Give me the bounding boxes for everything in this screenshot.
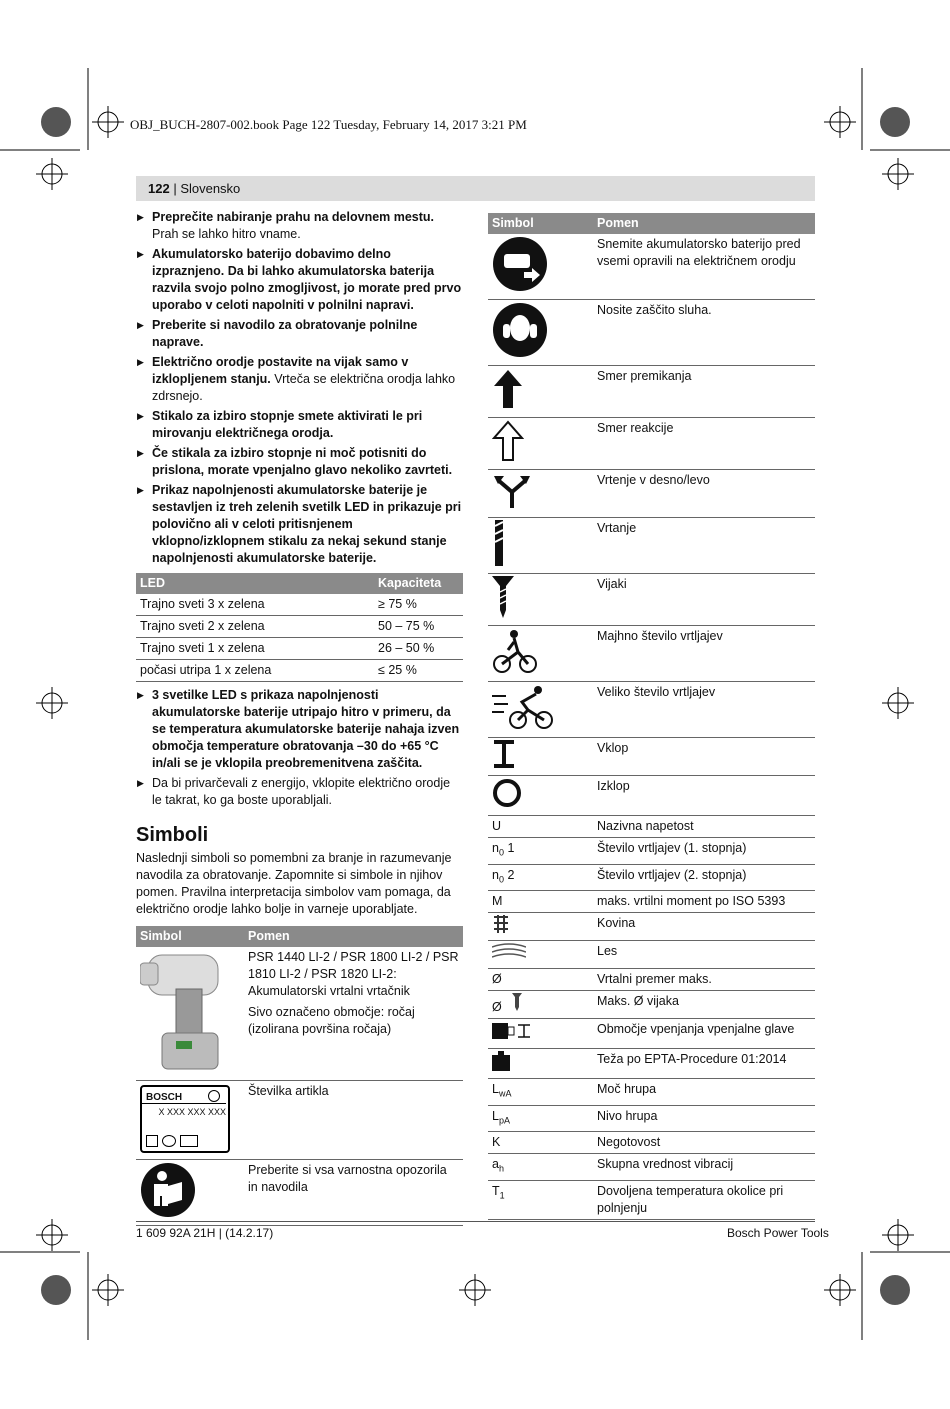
table-row — [488, 864, 815, 891]
bullet-list-bottom — [136, 687, 463, 809]
nameplate-icon — [140, 1085, 230, 1153]
meaning-cell: Les — [593, 941, 815, 969]
table-row — [136, 1160, 463, 1226]
bullet-bold-text: Preberite si navodilo za obratovanje polnilne naprave. — [152, 318, 418, 349]
meaning-cell: Vrtanje — [593, 518, 815, 574]
symbol-text: Ø — [492, 1000, 502, 1014]
rotation-direction-icon — [492, 472, 532, 515]
chuck-range-icon — [492, 1021, 532, 1046]
led-state-cell: Trajno sveti 2 x zelena — [136, 616, 374, 638]
capacity-col-header: Kapaciteta — [374, 573, 463, 594]
fast-cyclist-icon — [492, 684, 554, 735]
meaning-cell: Nazivna napetost — [593, 816, 815, 838]
symbol-suffix: 1 — [503, 841, 515, 855]
table-row — [488, 574, 815, 626]
bullet-text: Prah se lahko hitro vname. — [152, 227, 301, 241]
section-name: Slovensko — [180, 181, 241, 196]
footer-brand: Bosch Power Tools — [727, 1226, 829, 1240]
power-off-icon — [492, 778, 522, 813]
capacity-cell: 50 – 75 % — [374, 616, 463, 638]
meaning-cell: Število vrtljajev (2. stopnja) — [593, 864, 815, 891]
capacity-cell: ≥ 75 % — [374, 594, 463, 616]
table-row — [488, 1049, 815, 1079]
symbol-text: U — [492, 819, 502, 833]
symbol-col-header: Simbol — [488, 213, 593, 234]
meaning-cell: Število vrtljajev (1. stopnja) — [593, 838, 815, 865]
table-row — [488, 1154, 815, 1181]
meaning-cell: Skupna vrednost vibracij — [593, 1154, 815, 1181]
led-state-cell: počasi utripa 1 x zelena — [136, 660, 374, 682]
symbol-cell — [488, 1180, 593, 1219]
capacity-cell: 26 – 50 % — [374, 638, 463, 660]
meaning-cell: Vijaki — [593, 574, 815, 626]
symbol-subscript: wA — [498, 1088, 512, 1099]
symbol-cell — [488, 738, 593, 776]
table-row — [488, 991, 815, 1019]
symbol-cell — [488, 1079, 593, 1106]
table-row — [488, 626, 815, 682]
table-row — [488, 234, 815, 300]
meaning-cell: Dovoljena temperatura okolice pri polnjenju — [593, 1180, 815, 1219]
table-row — [488, 816, 815, 838]
bullet-bold-text: Preprečite nabiranje prahu na delovnem mestu. — [152, 210, 435, 224]
symbol-text: M — [492, 894, 503, 908]
right-column — [488, 213, 815, 1220]
bullet-bold-text: Akumulatorsko baterijo dobavimo delno izpraznjeno. Da bi lahko akumulatorska baterija razvila svojo polno zmogljivost, jo morate pred prvo uporabo v celoti napolniti v polnilni napravi. — [152, 247, 462, 312]
table-row — [488, 1132, 815, 1154]
read-manual-icon — [140, 1162, 196, 1218]
bullet-bold-text: 3 svetilke LED s prikaza napolnjenosti akumulatorske baterije utripajo hitro v primeru, da se temperatura akumulatorske baterije nahaja izven območja temperature obratovanja –30 do +65 °C in/ali se je vklopila preobremenitvena zaščita. — [152, 688, 460, 770]
table-row — [136, 1081, 463, 1160]
symbol-cell — [488, 1019, 593, 1049]
list-item — [136, 317, 463, 351]
reaction-arrow-icon — [492, 420, 524, 467]
led-state-cell: Trajno sveti 3 x zelena — [136, 594, 374, 616]
table-row — [136, 638, 463, 660]
meaning-cell: Teža po EPTA-Procedure 01:2014 — [593, 1049, 815, 1079]
meaning-cell: Vrtenje v desno/levo — [593, 470, 815, 518]
left-column — [136, 209, 463, 1226]
list-item — [136, 482, 463, 567]
left-symbol-table — [136, 926, 463, 1226]
meaning-cell: Smer reakcije — [593, 418, 815, 470]
table-row — [488, 300, 815, 366]
footer-rule — [136, 1221, 815, 1222]
list-item — [136, 246, 463, 314]
symbol-text: K — [492, 1135, 501, 1149]
symbol-cell — [488, 913, 593, 941]
list-item — [136, 209, 463, 243]
symbol-col-header: Simbol — [136, 926, 244, 947]
page-number: 122 — [148, 181, 170, 196]
symbol-subscript: 0 — [498, 874, 504, 884]
symbol-subscript: 0 — [498, 847, 504, 858]
led-table — [136, 573, 463, 682]
meaning-cell: Kovina — [593, 913, 815, 941]
table-row — [136, 594, 463, 616]
article-number-label: Številka artikla — [244, 1081, 463, 1160]
bullet-bold-text: Prikaz napolnjenosti akumulatorske baterije je sestavljen iz treh zelenih svetilk LED in prikazuje pri polovično ali v celoti pritisnjenem vklopno/izklopnem stikalu za nekaj sekund stanje napolnjenosti akumulatorske baterije. — [152, 483, 462, 565]
list-item — [136, 445, 463, 479]
list-item — [136, 354, 463, 405]
footer-doc-id: 1 609 92A 21H | (14.2.17) — [136, 1226, 274, 1240]
symbol-cell — [488, 574, 593, 626]
meaning-cell: Smer premikanja — [593, 366, 815, 418]
meaning-cell: Nosite zaščito sluha. — [593, 300, 815, 366]
symbol-cell — [488, 518, 593, 574]
nameplate-brand: BOSCH — [146, 1092, 183, 1103]
table-row — [488, 366, 815, 418]
list-item — [136, 408, 463, 442]
symbol-cell — [488, 838, 593, 865]
symbol-text: n — [492, 841, 499, 855]
list-item — [136, 687, 463, 772]
table-row — [136, 947, 463, 1081]
symbol-text: n — [492, 867, 499, 882]
symbol-text: L — [492, 1108, 499, 1123]
meaning-col-header: Pomen — [244, 926, 463, 947]
symbol-text: Ø — [492, 972, 502, 986]
bullet-list-top — [136, 209, 463, 567]
meaning-cell: Vrtalni premer maks. — [593, 969, 815, 991]
meaning-cell: Maks. Ø vijaka — [593, 991, 815, 1019]
table-row — [488, 418, 815, 470]
bosch-logo-icon — [208, 1090, 220, 1102]
symbol-cell — [488, 1154, 593, 1181]
symbol-cell — [488, 891, 593, 913]
meaning-cell: maks. vrtilni moment po ISO 5393 — [593, 891, 815, 913]
table-row — [488, 838, 815, 865]
symbol-text: T — [492, 1183, 500, 1198]
symbol-cell — [488, 682, 593, 738]
table-row — [488, 1079, 815, 1106]
bullet-bold-text: Električno orodje postavite na vijak samo v izklopljenem stanju. — [152, 355, 409, 386]
symbol-cell — [488, 1105, 593, 1132]
led-col-header: LED — [136, 573, 374, 594]
weight-icon — [492, 1051, 510, 1076]
meaning-cell: Nivo hrupa — [593, 1105, 815, 1132]
meaning-cell: Vklop — [593, 738, 815, 776]
bullet-text: Vrteča se električna orodja lahko zdrsnejo. — [152, 372, 456, 403]
meaning-col-header: Pomen — [593, 213, 815, 234]
symbol-cell — [488, 300, 593, 366]
meaning-cell: Območje vpenjanja vpenjalne glave — [593, 1019, 815, 1049]
symbol-suffix: 2 — [503, 867, 515, 882]
table-row — [488, 913, 815, 941]
nameplate-number: X XXX XXX XXX — [142, 1103, 226, 1121]
symbol-cell — [488, 234, 593, 300]
print-header: OBJ_BUCH-2807-002.book Page 122 Tuesday, February 14, 2017 3:21 PM — [130, 117, 527, 132]
meaning-cell: Majhno število vrtljajev — [593, 626, 815, 682]
table-row — [488, 1019, 815, 1049]
running-head: 122 | Slovensko — [136, 176, 815, 201]
symbol-subscript: 1 — [499, 1190, 505, 1200]
capacity-cell: ≤ 25 % — [374, 660, 463, 682]
table-row — [488, 969, 815, 991]
symbol-cell — [488, 418, 593, 470]
read-warnings-label: Preberite si vsa varnostna opozorila in navodila — [244, 1160, 463, 1226]
section-intro: Naslednji simboli so pomembni za branje in razumevanje navodila za obratovanje. Zapomnite si simbole in njihov pomen. Pravilna interpretacija simbolov vam pomaga, da električno orodje lahko bolje in varneje uporabljate. — [136, 851, 452, 916]
symbol-cell — [488, 366, 593, 418]
table-row — [488, 1180, 815, 1219]
table-row — [488, 470, 815, 518]
right-symbol-table — [488, 213, 815, 1220]
symbol-cell — [488, 941, 593, 969]
symbol-cell — [488, 1049, 593, 1079]
screw-icon — [492, 576, 514, 623]
power-on-icon — [492, 740, 516, 773]
symbol-cell — [488, 991, 593, 1019]
table-row — [488, 682, 815, 738]
model-description: PSR 1440 LI-2 / PSR 1800 LI-2 / PSR 1810 LI-2 / PSR 1820 LI-2: Akumulatorski vrtalni vrtačnik — [248, 950, 459, 998]
ear-protection-icon — [492, 302, 548, 363]
drill-icon — [140, 949, 226, 1073]
meaning-cell: Snemite akumulatorsko baterijo pred vsemi opravili na električnem orodju — [593, 234, 815, 300]
symbol-subscript: h — [498, 1163, 504, 1174]
remove-battery-icon — [492, 236, 548, 297]
symbol-cell — [488, 626, 593, 682]
table-row — [488, 738, 815, 776]
table-row — [488, 941, 815, 969]
symbol-cell — [488, 776, 593, 816]
bullet-bold-text: Če stikala za izbiro stopnje ni moč potisniti do prislona, morate vpenjalno glavo nekoliko zavrteti. — [152, 446, 453, 477]
handle-note: Sivo označeno območje: ročaj (izolirana površina ročaja) — [248, 1005, 415, 1036]
section-title: Simboli — [136, 824, 209, 846]
symbol-cell — [488, 1132, 593, 1154]
meaning-cell: Izklop — [593, 776, 815, 816]
symbol-text: L — [492, 1082, 499, 1096]
movement-arrow-icon — [492, 368, 524, 415]
meaning-cell: Negotovost — [593, 1132, 815, 1154]
table-row — [136, 616, 463, 638]
symbol-cell — [488, 816, 593, 838]
symbol-cell — [488, 969, 593, 991]
meaning-cell: Moč hrupa — [593, 1079, 815, 1106]
table-row — [488, 518, 815, 574]
list-item — [136, 775, 463, 809]
meaning-cell: Veliko število vrtljajev — [593, 682, 815, 738]
bullet-text: Da bi privarčevali z energijo, vklopite električno orodje le takrat, ko ga boste uporabljali. — [152, 776, 451, 807]
symbol-text: a — [492, 1157, 499, 1171]
drill-bit-icon — [492, 520, 506, 571]
slow-cyclist-icon — [492, 628, 538, 679]
nameplate-shapes — [146, 1135, 198, 1147]
table-row — [136, 660, 463, 682]
symbol-cell — [488, 470, 593, 518]
wood-icon — [492, 943, 526, 966]
table-row — [488, 776, 815, 816]
table-row — [488, 891, 815, 913]
metal-icon — [492, 915, 512, 938]
bullet-bold-text: Stikalo za izbiro stopnje smete aktivirati le pri mirovanju električnega orodja. — [152, 409, 423, 440]
symbol-subscript: pA — [498, 1115, 510, 1125]
small-screw-icon — [512, 993, 522, 1016]
table-row — [488, 1105, 815, 1132]
symbol-cell — [488, 864, 593, 891]
led-state-cell: Trajno sveti 1 x zelena — [136, 638, 374, 660]
